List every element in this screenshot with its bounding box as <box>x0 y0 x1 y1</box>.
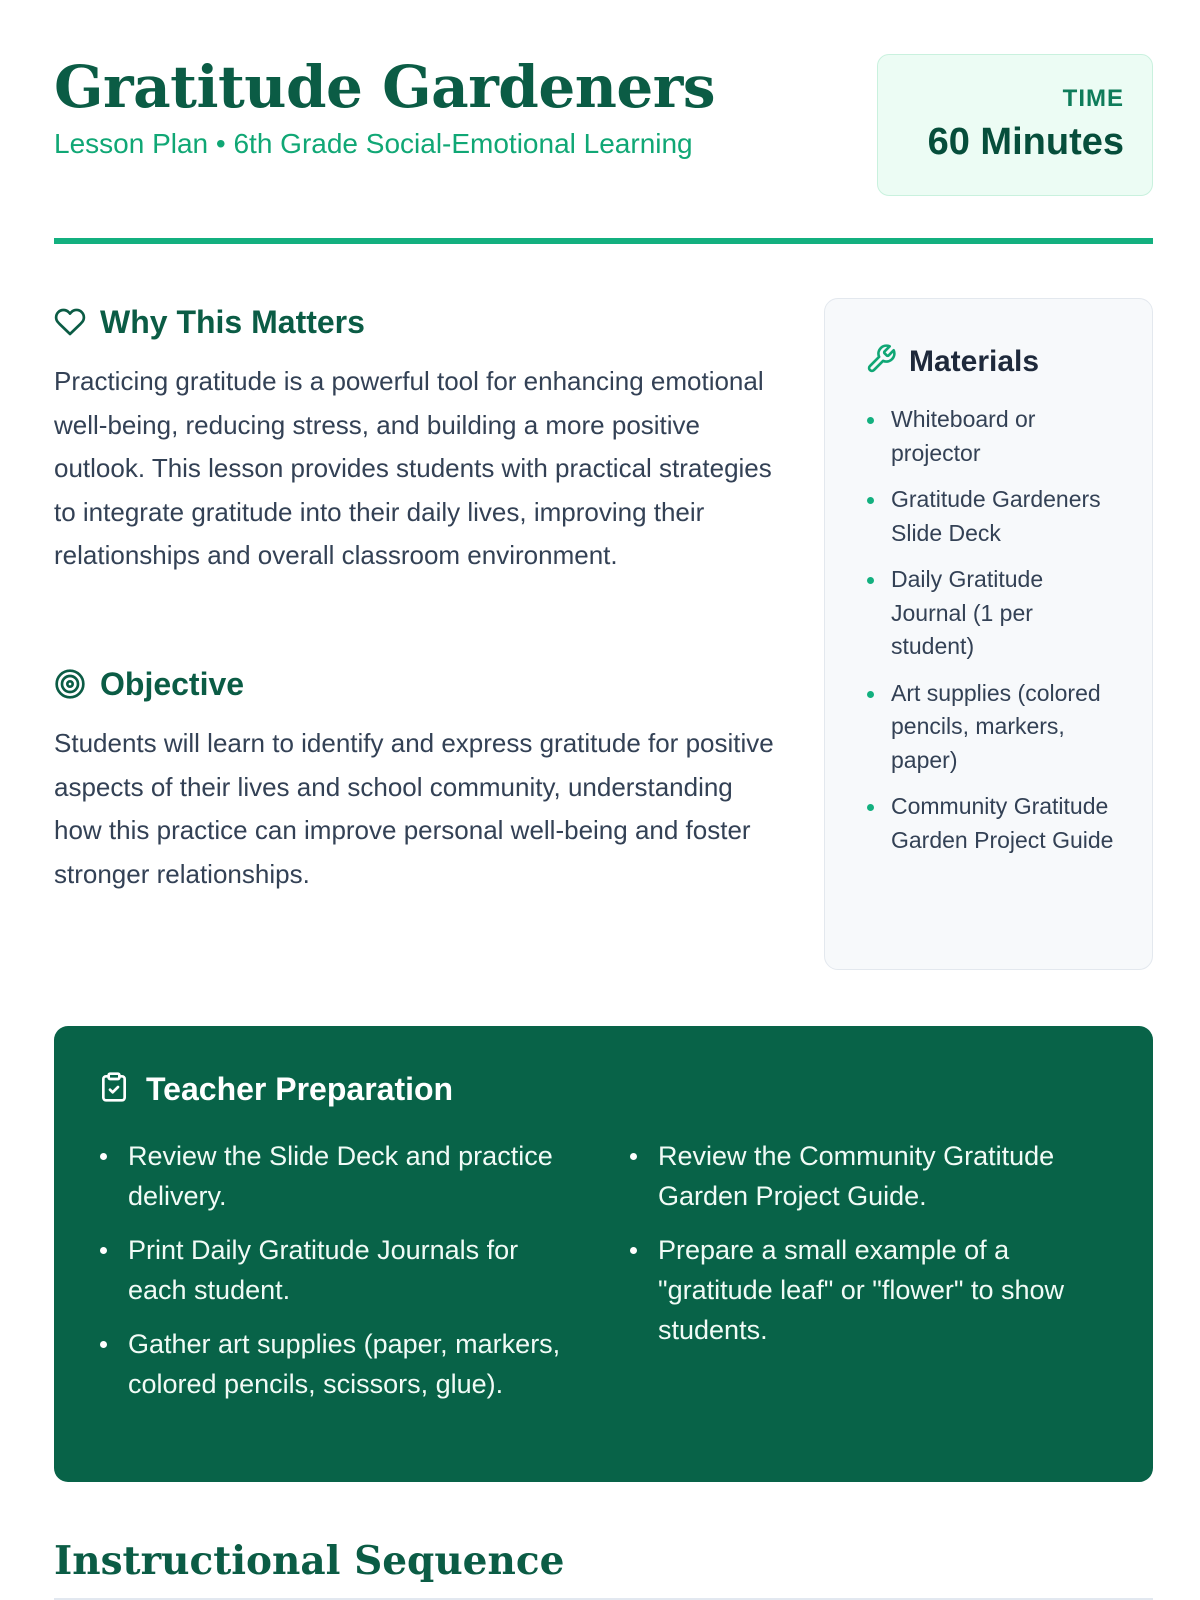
prep-list-left <box>98 1136 568 1418</box>
materials-title: Materials <box>909 344 1040 378</box>
list-item <box>98 1230 568 1310</box>
clipboard-check-icon <box>98 1070 130 1109</box>
list-item <box>865 677 1115 778</box>
material-text: Gratitude Gardeners Slide Deck <box>891 486 1101 546</box>
bullet-icon <box>100 1247 107 1254</box>
materials-heading <box>865 343 1039 380</box>
objective-heading <box>54 664 774 704</box>
bullet-icon <box>630 1153 637 1160</box>
objective-title: Objective <box>100 665 245 702</box>
bullet-icon <box>100 1153 107 1160</box>
bullet-icon <box>867 417 874 424</box>
list-item <box>628 1136 1118 1216</box>
list-item <box>865 483 1115 550</box>
prep-title: Teacher Preparation <box>146 1071 454 1107</box>
bullet-icon <box>100 1341 107 1348</box>
list-item <box>628 1230 1118 1350</box>
time-value: 60 Minutes <box>927 121 1124 163</box>
list-item <box>98 1136 568 1216</box>
lesson-header <box>54 0 1153 244</box>
prep-text: Prepare a small example of a "gratitude leaf" or "flower" to show students. <box>658 1235 1065 1345</box>
target-icon <box>54 668 86 700</box>
list-item <box>865 563 1115 664</box>
instructional-sequence-title: Instructional Sequence <box>54 1538 565 1584</box>
time-badge <box>877 54 1153 196</box>
materials-list <box>865 403 1115 870</box>
bullet-icon <box>867 497 874 504</box>
prep-text: Print Daily Gratitude Journals for each student. <box>128 1235 519 1305</box>
header-divider <box>54 238 1153 244</box>
prep-heading <box>98 1070 453 1109</box>
prep-text: Review the Slide Deck and practice delivery. <box>128 1141 553 1211</box>
bullet-icon <box>867 691 874 698</box>
page-subtitle: Lesson Plan • 6th Grade Social-Emotional Learning <box>54 128 693 159</box>
material-text: Daily Gratitude Journal (1 per student) <box>891 566 1044 659</box>
prep-text: Review the Community Gratitude Garden Project Guide. <box>658 1141 1055 1211</box>
wrench-icon <box>865 343 897 380</box>
teacher-preparation-card <box>54 1026 1153 1482</box>
list-item <box>98 1324 568 1404</box>
lesson-plan-page <box>54 0 1153 1600</box>
why-heading <box>54 302 774 342</box>
list-item <box>865 403 1115 470</box>
list-item <box>865 790 1115 857</box>
bullet-icon <box>630 1247 637 1254</box>
materials-card <box>824 298 1153 970</box>
why-title: Why This Matters <box>100 303 365 340</box>
material-text: Whiteboard or projector <box>891 406 1036 466</box>
objective-text: Students will learn to identify and express gratitude for positive aspects of their lives and school community, understanding how this practice can improve personal well-being and foster stronger relationships. <box>54 728 774 889</box>
material-text: Art supplies (colored pencils, markers, paper) <box>891 679 1101 773</box>
objective-section <box>54 664 774 896</box>
time-label: TIME <box>1062 85 1124 112</box>
heart-icon <box>54 306 86 338</box>
why-text: Practicing gratitude is a powerful tool for enhancing emotional well-being, reducing stress, and building a more positive outlook. This lesson provides students with practical strategies to integrate gratitude into their daily lives, improving their relationships and overall classroom environment. <box>54 366 772 570</box>
prep-text: Gather art supplies (paper, markers, colored pencils, scissors, glue). <box>128 1329 561 1399</box>
prep-list-right <box>628 1136 1118 1364</box>
material-text: Community Gratitude Garden Project Guide <box>891 793 1114 853</box>
bullet-icon <box>867 577 874 584</box>
page-title: Gratitude Gardeners <box>54 53 716 121</box>
bullet-icon <box>867 804 874 811</box>
why-this-matters-section <box>54 302 774 578</box>
